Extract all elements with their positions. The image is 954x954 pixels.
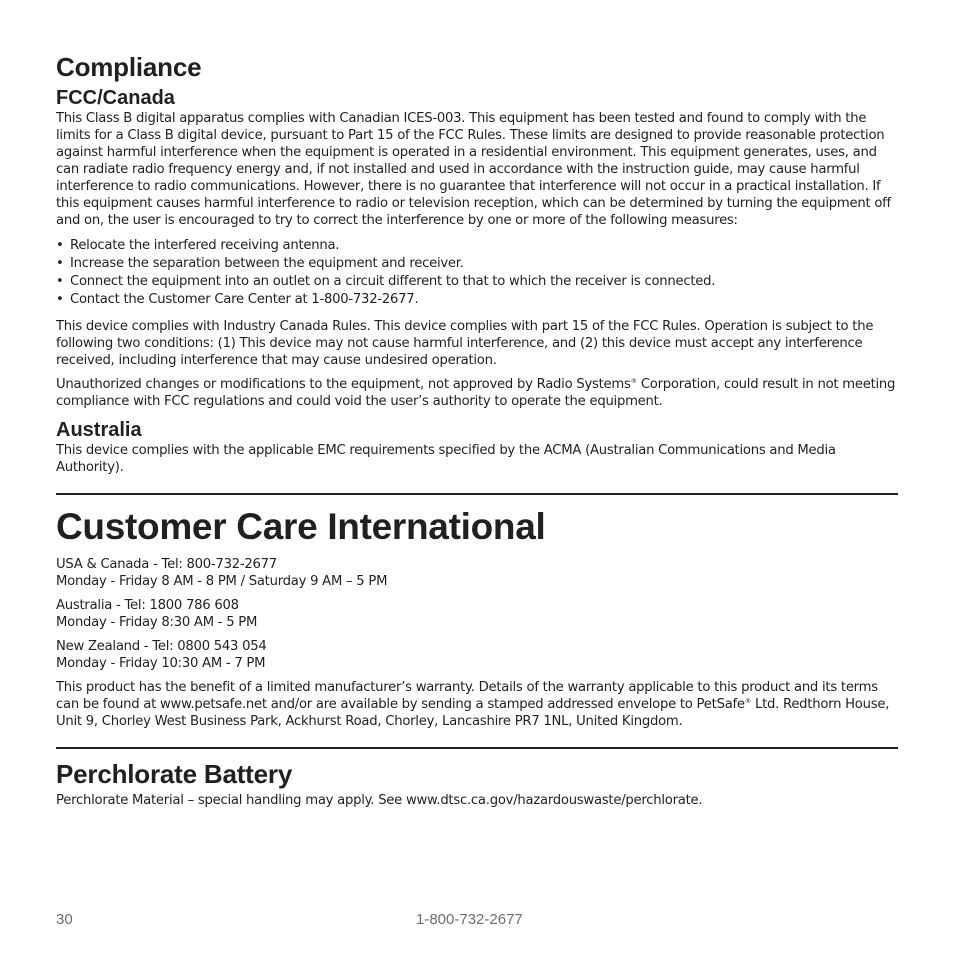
section-divider: [56, 493, 898, 495]
warranty-paragraph: [56, 679, 898, 730]
australia-paragraph: This device complies with the applicable EMC requirements specified by the ACMA (Australian Communications and Media Authority).: [56, 443, 836, 475]
page-number: 30: [56, 911, 73, 928]
compliance-heading: Compliance: [56, 52, 202, 82]
usa-canada-contact: [56, 556, 898, 590]
australia-heading: Australia: [56, 419, 142, 441]
usa-canada-hours: Monday - Friday 8 AM - 8 PM / Saturday 9 AM – 5 PM: [56, 574, 388, 589]
customer-care-heading: Customer Care International: [56, 506, 546, 547]
unauthorized-text-start: Unauthorized changes or modifications to the equipment, not approved by Radio Systems: [56, 377, 631, 392]
list-item: • Contact the Customer Care Center at 1-800-732-2677.: [56, 291, 898, 309]
perchlorate-paragraph: Perchlorate Material – special handling may apply. See www.dtsc.ca.gov/hazardouswaste/perchlorate.: [56, 793, 703, 808]
australia-hours: Monday - Friday 8:30 AM - 5 PM: [56, 615, 258, 630]
new-zealand-hours: Monday - Friday 10:30 AM - 7 PM: [56, 656, 266, 671]
page-content: [56, 50, 898, 809]
new-zealand-tel: New Zealand - Tel: 0800 543 054: [56, 639, 267, 654]
registered-mark: ®: [744, 697, 752, 705]
warranty-text-end: Ltd. Redthorn House, Unit 9, Chorley West Business Park, Ackhurst Road, Chorley, Lancashire PR7 1NL, United Kingdom.: [56, 697, 890, 729]
list-item: • Relocate the interfered receiving antenna.: [56, 237, 898, 255]
list-item: • Connect the equipment into an outlet on a circuit different to that to which the receiver is connected.: [56, 273, 898, 291]
new-zealand-contact: [56, 638, 898, 672]
warranty-text-start: This product has the benefit of a limited manufacturer’s warranty. Details of the warranty applicable to this product and its terms can be found at www.petsafe.net and/or are available by sending a stamped addressed envelope to PetSafe: [56, 680, 878, 712]
measures-list: [56, 237, 898, 309]
usa-canada-tel: USA & Canada - Tel: 800-732-2677: [56, 557, 277, 572]
footer-phone: 1-800-732-2677: [416, 911, 523, 928]
registered-mark: ®: [630, 377, 637, 385]
unauthorized-changes-paragraph: [56, 376, 898, 410]
australia-tel: Australia - Tel: 1800 786 608: [56, 598, 239, 613]
unauthorized-text-end: Corporation, could result in not meeting compliance with FCC regulations and could void the user’s authority to operate the equipment.: [56, 377, 896, 409]
fcc-canada-heading: FCC/Canada: [56, 87, 175, 109]
fcc-intro-paragraph: This Class B digital apparatus complies with Canadian ICES-003. This equipment has been tested and found to comply with the limits for a Class B digital device, pursuant to Part 15 of the FCC Rules. These limits are designed to provide reasonable protection against harmful interference when the equipment is operated in a residential environment. This equipment generates, uses, and can radiate radio frequency energy and, if not installed and used in accordance with the instruction guide, may cause harmful interference to radio communications. However, there is no guarantee that interference will not occur in a practical installation. If this equipment causes harmful interference to radio or television reception, which can be determined by turning the equipment off and on, the user is encouraged to try to correct the interference by one or more of the following measures:: [56, 111, 891, 228]
industry-canada-paragraph: This device complies with Industry Canada Rules. This device complies with part 15 of the FCC Rules. Operation is subject to the following two conditions: (1) This device may not cause harmful interference, and (2) this device must accept any interference received, including interference that may cause undesired operation.: [56, 319, 874, 368]
perchlorate-heading: Perchlorate Battery: [56, 759, 293, 789]
list-item: • Increase the separation between the equipment and receiver.: [56, 255, 898, 273]
section-divider: [56, 747, 898, 749]
australia-contact: [56, 597, 898, 631]
